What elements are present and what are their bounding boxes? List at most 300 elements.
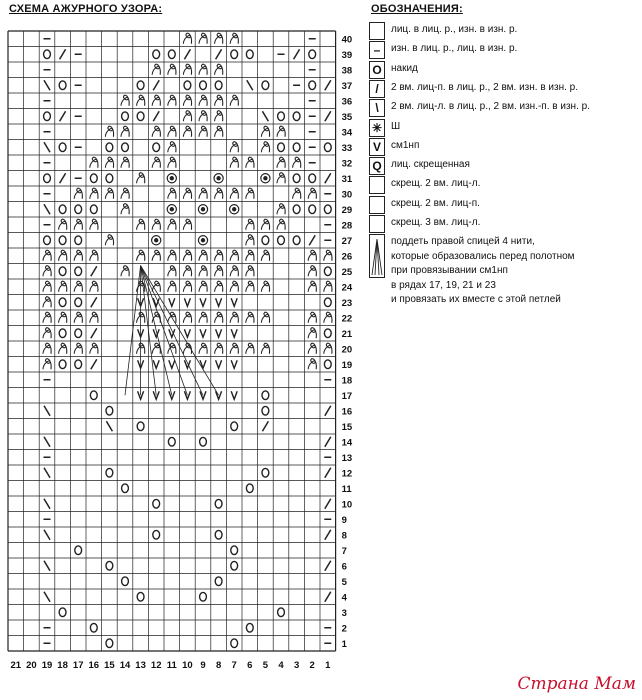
twisted-knit-symbol: [105, 157, 113, 168]
twisted-knit-symbol: [59, 219, 67, 230]
yarn-over-symbol: [215, 81, 222, 90]
column-number: 3: [293, 660, 300, 671]
twisted-knit-symbol: [230, 266, 238, 277]
twisted-knit-symbol: [230, 250, 238, 261]
column-number: 14: [119, 660, 131, 671]
twisted-knit-symbol: [215, 343, 223, 354]
slip-stitch-symbol: [216, 329, 222, 337]
twisted-knit-symbol: [324, 250, 332, 261]
legend-label: изн. в лиц. р., лиц. в изн. р.: [391, 43, 518, 55]
k2tog-right-symbol: [184, 49, 190, 59]
twisted-knit-symbol: [308, 328, 316, 339]
k2tog-left-symbol: [44, 142, 50, 152]
row-number: 26: [341, 251, 353, 263]
legend-item: [369, 119, 639, 137]
twisted-knit-symbol: [183, 266, 191, 277]
k2tog-right-symbol: [325, 499, 331, 509]
row-number: 29: [341, 204, 353, 216]
k2tog-left-symbol: [44, 406, 50, 416]
slip-stitch-symbol: [184, 298, 190, 306]
k2tog-right-symbol: [262, 421, 268, 431]
yarn-over-symbol: [106, 406, 113, 415]
twisted-knit-symbol: [199, 312, 207, 323]
legend-label: лиц. скрещенная: [391, 159, 470, 171]
legend-symbol: /: [369, 80, 385, 98]
yarn-over-symbol: [231, 561, 238, 570]
yarn-over-symbol: [90, 205, 97, 214]
twisted-knit-symbol: [246, 157, 254, 168]
legend-symbol: V: [369, 138, 385, 156]
yarn-over-symbol: [309, 50, 316, 59]
twisted-knit-symbol: [152, 157, 160, 168]
yarn-over-symbol: [122, 577, 129, 586]
slip-stitch-symbol: [200, 360, 206, 368]
twisted-knit-symbol: [277, 219, 285, 230]
yarn-over-symbol: [44, 174, 51, 183]
twisted-knit-symbol: [215, 281, 223, 292]
k2tog-right-symbol: [60, 173, 66, 183]
yarn-over-symbol: [324, 360, 331, 369]
yarn-over-symbol: [75, 236, 82, 245]
twisted-knit-symbol: [183, 111, 191, 122]
yarn-over-symbol: [106, 143, 113, 152]
legend-label: 2 вм. лиц-п. в лиц. р., 2 вм. изн. в изн. р.: [391, 81, 579, 93]
twisted-knit-symbol: [105, 235, 113, 246]
row-number: 25: [341, 266, 353, 278]
k2tog-right-symbol: [325, 468, 331, 478]
k2tog-right-symbol: [325, 437, 331, 447]
twisted-knit-symbol: [183, 250, 191, 261]
twisted-knit-symbol: [59, 312, 67, 323]
twisted-knit-symbol: [121, 95, 129, 106]
yarn-over-symbol: [324, 267, 331, 276]
slip-stitch-symbol: [184, 329, 190, 337]
yarn-over-symbol: [293, 205, 300, 214]
slip-stitch-symbol: [200, 298, 206, 306]
slip-stitch-symbol: [216, 298, 222, 306]
twisted-knit-symbol: [183, 64, 191, 75]
twisted-knit-symbol: [308, 250, 316, 261]
twisted-knit-symbol: [43, 266, 51, 277]
row-number: 24: [341, 282, 353, 294]
twisted-knit-symbol: [168, 281, 176, 292]
twisted-knit-symbol: [90, 157, 98, 168]
chart-title: СХЕМА АЖУРНОГО УЗОРА:: [9, 3, 163, 15]
yarn-over-symbol: [122, 484, 129, 493]
twisted-knit-symbol: [152, 64, 160, 75]
legend-symbol: [369, 196, 385, 214]
column-number: 10: [182, 660, 193, 671]
twisted-knit-symbol: [324, 312, 332, 323]
twisted-knit-symbol: [199, 281, 207, 292]
yarn-over-symbol: [59, 81, 66, 90]
twisted-knit-symbol: [43, 359, 51, 370]
k2tog-right-symbol: [216, 49, 222, 59]
twisted-knit-symbol: [246, 312, 254, 323]
twisted-knit-symbol: [199, 33, 207, 44]
site-watermark: Страна Мам: [517, 674, 636, 694]
row-number: 32: [341, 158, 353, 170]
legend-symbol: \: [369, 99, 385, 117]
twisted-knit-symbol: [74, 219, 82, 230]
legend-label: лиц. в лиц. р., изн. в изн. р.: [391, 24, 518, 35]
slip-stitch-symbol: [153, 360, 159, 368]
yarn-over-symbol: [278, 112, 285, 121]
twisted-knit-symbol: [230, 312, 238, 323]
twisted-knit-symbol: [246, 266, 254, 277]
yarn-over-symbol: [137, 422, 144, 431]
legend-note-line: в рядах 17, 19, 21 и 23: [391, 279, 496, 291]
twisted-knit-symbol: [43, 281, 51, 292]
row-number: 8: [341, 530, 347, 542]
k2tog-right-symbol: [60, 49, 66, 59]
twisted-knit-symbol: [168, 95, 176, 106]
twisted-knit-symbol: [137, 173, 145, 184]
twisted-knit-symbol: [59, 343, 67, 354]
twisted-knit-symbol: [43, 297, 51, 308]
legend-symbol: O: [369, 61, 385, 79]
legend-label: скрещ. 3 вм. лиц-л.: [391, 217, 481, 228]
yarn-over-symbol: [309, 174, 316, 183]
twisted-knit-symbol: [183, 312, 191, 323]
yarn-over-symbol: [122, 143, 129, 152]
k2tog-right-symbol: [91, 328, 97, 338]
row-number: 14: [341, 437, 353, 449]
k2tog-left-symbol: [44, 204, 50, 214]
twisted-knit-symbol: [199, 126, 207, 137]
row-number: 38: [341, 65, 353, 77]
twisted-knit-symbol: [168, 250, 176, 261]
k2tog-left-symbol: [44, 592, 50, 602]
twisted-knit-symbol: [215, 188, 223, 199]
twisted-knit-symbol: [152, 250, 160, 261]
yarn-over-symbol: [90, 623, 97, 632]
yarn-over-symbol: [293, 112, 300, 121]
twisted-knit-symbol: [308, 343, 316, 354]
legend-symbol: –: [369, 41, 385, 59]
column-number: 18: [57, 660, 68, 671]
row-number: 37: [341, 80, 353, 92]
row-number: 20: [341, 344, 353, 356]
yarn-over-symbol: [153, 50, 160, 59]
twisted-knit-symbol: [152, 343, 160, 354]
yarn-over-symbol: [262, 81, 269, 90]
row-number: 17: [341, 390, 353, 402]
yarn-over-symbol: [75, 360, 82, 369]
row-number: 39: [341, 49, 353, 61]
twisted-knit-symbol: [168, 64, 176, 75]
yarn-over-symbol: [90, 174, 97, 183]
row-number: 5: [341, 576, 347, 588]
k2tog-right-symbol: [153, 111, 159, 121]
k2tog-left-symbol: [44, 561, 50, 571]
yarn-over-symbol: [262, 391, 269, 400]
twisted-knit-symbol: [261, 250, 269, 261]
column-number: 1: [325, 660, 331, 671]
twisted-knit-symbol: [277, 173, 285, 184]
row-number: 31: [341, 173, 353, 185]
legend-note-line: поддеть правой спицей 4 нити,: [391, 236, 535, 248]
twisted-knit-symbol: [261, 126, 269, 137]
twisted-knit-symbol: [246, 235, 254, 246]
slip-stitch-symbol: [231, 391, 237, 399]
bobble-dot: [154, 238, 158, 242]
legend-symbol: ✳: [369, 119, 385, 137]
yarn-over-symbol: [324, 298, 331, 307]
twisted-knit-symbol: [308, 266, 316, 277]
twisted-knit-symbol: [261, 281, 269, 292]
twisted-knit-symbol: [121, 126, 129, 137]
k2tog-right-symbol: [325, 173, 331, 183]
yarn-over-symbol: [137, 81, 144, 90]
column-number: 13: [135, 660, 146, 671]
yarn-over-symbol: [59, 608, 66, 617]
yarn-over-symbol: [324, 329, 331, 338]
legend-item: [369, 41, 639, 59]
bobble-dot: [201, 207, 205, 211]
twisted-knit-symbol: [230, 142, 238, 153]
k2tog-right-symbol: [153, 80, 159, 90]
twisted-knit-symbol: [230, 33, 238, 44]
row-number: 18: [341, 375, 353, 387]
twisted-knit-symbol: [121, 204, 129, 215]
column-number: 5: [262, 660, 269, 671]
row-number: 35: [341, 111, 353, 123]
yarn-over-symbol: [75, 205, 82, 214]
yarn-over-symbol: [44, 236, 51, 245]
legend-label: накид: [391, 62, 418, 74]
column-number: 7: [231, 660, 237, 671]
yarn-over-symbol: [59, 143, 66, 152]
row-number: 13: [341, 452, 353, 464]
yarn-over-symbol: [246, 623, 253, 632]
yarn-over-symbol: [59, 267, 66, 276]
twisted-knit-symbol: [168, 188, 176, 199]
yarn-over-symbol: [262, 236, 269, 245]
twisted-knit-symbol: [261, 142, 269, 153]
twisted-knit-symbol: [277, 204, 285, 215]
twisted-knit-symbol: [183, 281, 191, 292]
slip-stitch-symbol: [169, 360, 175, 368]
yarn-over-symbol: [324, 143, 331, 152]
twisted-knit-symbol: [215, 266, 223, 277]
yarn-over-symbol: [262, 468, 269, 477]
twisted-knit-symbol: [293, 157, 301, 168]
yarn-over-symbol: [153, 143, 160, 152]
row-number: 40: [341, 34, 353, 46]
yarn-over-symbol: [200, 81, 207, 90]
slip-stitch-symbol: [231, 298, 237, 306]
yarn-over-symbol: [200, 437, 207, 446]
column-number: 21: [10, 660, 22, 671]
yarn-over-symbol: [137, 592, 144, 601]
twisted-knit-symbol: [199, 95, 207, 106]
yarn-over-symbol: [246, 50, 253, 59]
slip-stitch-symbol: [169, 298, 175, 306]
legend-item: [369, 61, 639, 79]
twisted-knit-symbol: [74, 312, 82, 323]
column-number: 12: [150, 660, 162, 671]
row-number: 4: [341, 592, 347, 604]
yarn-over-symbol: [309, 205, 316, 214]
bobble-dot: [170, 207, 174, 211]
row-number: 11: [341, 483, 352, 495]
yarn-over-symbol: [278, 143, 285, 152]
row-number: 3: [341, 607, 347, 619]
k2tog-left-symbol: [106, 421, 112, 431]
column-number: 2: [309, 660, 315, 671]
twisted-knit-symbol: [308, 312, 316, 323]
yarn-over-symbol: [59, 298, 66, 307]
row-number: 1: [341, 638, 347, 650]
twisted-knit-symbol: [74, 250, 82, 261]
column-number: 4: [278, 660, 284, 671]
twisted-knit-symbol: [277, 157, 285, 168]
twisted-knit-symbol: [59, 281, 67, 292]
legend-label: 2 вм. лиц-л. в лиц. р., 2 вм. изн.-п. в изн. р.: [391, 101, 590, 113]
twisted-knit-symbol: [230, 281, 238, 292]
column-number: 16: [88, 660, 100, 671]
k2tog-left-symbol: [44, 530, 50, 540]
twisted-knit-symbol: [168, 266, 176, 277]
row-number: 10: [341, 499, 353, 511]
twisted-knit-symbol: [215, 126, 223, 137]
twisted-knit-symbol: [59, 250, 67, 261]
twisted-knit-symbol: [121, 157, 129, 168]
legend-note-line: и провязать их вместе с этой петлей: [391, 294, 561, 306]
twisted-knit-symbol: [74, 343, 82, 354]
bobble-dot: [216, 176, 220, 180]
twisted-knit-symbol: [90, 343, 98, 354]
column-number: 20: [26, 660, 37, 671]
yarn-over-symbol: [90, 391, 97, 400]
twisted-knit-symbol: [230, 157, 238, 168]
slip-stitch-symbol: [231, 360, 237, 368]
row-number: 9: [341, 514, 347, 526]
yarn-over-symbol: [231, 422, 238, 431]
twisted-knit-symbol: [90, 188, 98, 199]
twisted-knit-symbol: [183, 33, 191, 44]
twisted-knit-symbol: [168, 142, 176, 153]
k2tog-right-symbol: [91, 266, 97, 276]
row-number: 28: [341, 220, 353, 232]
twisted-knit-symbol: [90, 281, 98, 292]
twisted-knit-symbol: [199, 250, 207, 261]
twisted-knit-symbol: [168, 126, 176, 137]
twisted-knit-symbol: [199, 266, 207, 277]
yarn-over-symbol: [278, 236, 285, 245]
yarn-over-symbol: [153, 499, 160, 508]
column-number: 17: [72, 660, 84, 671]
twisted-knit-symbol: [137, 250, 145, 261]
yarn-over-symbol: [168, 50, 175, 59]
twisted-knit-symbol: [137, 95, 145, 106]
bobble-dot: [263, 176, 267, 180]
yarn-over-symbol: [231, 639, 238, 648]
yarn-over-symbol: [75, 298, 82, 307]
twisted-knit-symbol: [152, 126, 160, 137]
twisted-knit-symbol: [246, 343, 254, 354]
twisted-knit-symbol: [74, 281, 82, 292]
slip-stitch-symbol: [200, 329, 206, 337]
twisted-knit-symbol: [105, 188, 113, 199]
twisted-knit-symbol: [230, 343, 238, 354]
column-number: 19: [41, 660, 53, 671]
twisted-knit-symbol: [183, 188, 191, 199]
twisted-knit-symbol: [152, 95, 160, 106]
row-number: 27: [341, 235, 353, 247]
twisted-knit-symbol: [137, 219, 145, 230]
row-number: 2: [341, 623, 347, 635]
legend-label: скрещ. 2 вм. лиц-п.: [391, 197, 480, 209]
row-number: 33: [341, 142, 353, 154]
twisted-knit-symbol: [308, 359, 316, 370]
twisted-knit-symbol: [43, 343, 51, 354]
legend-item: [369, 22, 639, 40]
yarn-over-symbol: [215, 577, 222, 586]
twisted-knit-symbol: [246, 188, 254, 199]
k2tog-right-symbol: [60, 111, 66, 121]
twisted-knit-symbol: [261, 219, 269, 230]
legend-label: скрещ. 2 вм. лиц-л.: [391, 178, 481, 190]
yarn-over-symbol: [59, 360, 66, 369]
twisted-knit-symbol: [215, 64, 223, 75]
yarn-over-symbol: [106, 561, 113, 570]
yarn-over-symbol: [231, 50, 238, 59]
twisted-knit-symbol: [230, 188, 238, 199]
yarn-over-symbol: [184, 81, 191, 90]
row-number: 7: [341, 545, 347, 557]
k2tog-right-symbol: [294, 49, 300, 59]
legend-note-line: при провязывании см1нп: [391, 265, 508, 277]
bobble-dot: [170, 176, 174, 180]
legend-symbol: Q: [369, 157, 385, 175]
twisted-knit-symbol: [324, 281, 332, 292]
k2tog-left-symbol: [44, 499, 50, 509]
legend-note-line: которые образовались перед полотном: [391, 250, 575, 262]
legend-item: [369, 215, 639, 233]
yarn-over-symbol: [137, 112, 144, 121]
column-number: 15: [104, 660, 115, 671]
legend-item: [369, 99, 639, 117]
twisted-knit-symbol: [121, 266, 129, 277]
column-number: 6: [247, 660, 253, 671]
twisted-knit-symbol: [183, 219, 191, 230]
twisted-knit-symbol: [74, 188, 82, 199]
row-number: 16: [341, 406, 353, 418]
twisted-knit-symbol: [215, 111, 223, 122]
twisted-knit-symbol: [90, 250, 98, 261]
bobble-dot: [201, 238, 205, 242]
k2tog-left-symbol: [44, 80, 50, 90]
yarn-over-symbol: [153, 530, 160, 539]
k2tog-left-symbol: [247, 80, 253, 90]
yarn-over-symbol: [75, 329, 82, 338]
yarn-over-symbol: [200, 592, 207, 601]
twisted-knit-symbol: [308, 281, 316, 292]
twisted-knit-symbol: [215, 33, 223, 44]
column-number: 8: [215, 660, 222, 671]
twisted-knit-symbol: [43, 328, 51, 339]
k2tog-right-symbol: [309, 235, 315, 245]
yarn-over-symbol: [309, 81, 316, 90]
k2tog-right-symbol: [325, 530, 331, 540]
row-number: 36: [341, 96, 353, 108]
k2tog-left-symbol: [44, 468, 50, 478]
legend-label: Ш: [391, 120, 401, 132]
legend-item: [369, 157, 639, 175]
twisted-knit-symbol: [246, 219, 254, 230]
